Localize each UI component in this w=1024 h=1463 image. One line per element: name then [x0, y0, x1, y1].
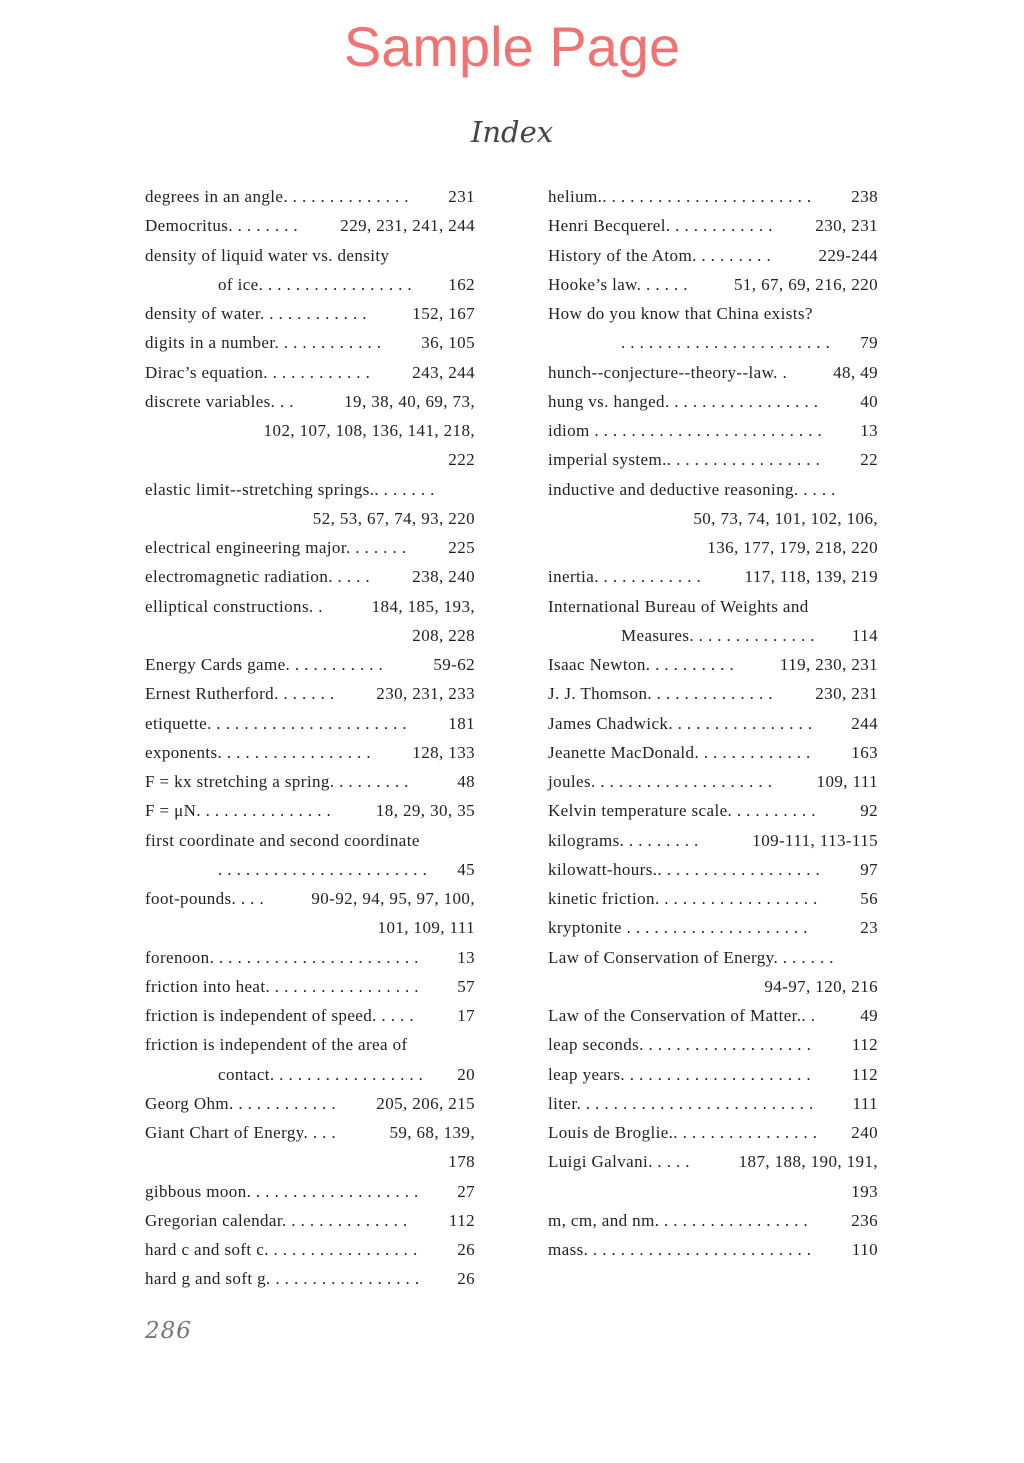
- index-pages: 240: [851, 1123, 878, 1142]
- index-term: Dirac’s equation. . . . . . . . . . . .: [145, 362, 371, 382]
- index-pages: 162: [448, 274, 475, 294]
- index-line: density of liquid water vs. density: [145, 245, 390, 265]
- index-term: helium.. . . . . . . . . . . . . . . . . . . . . . .: [548, 187, 812, 206]
- index-term: kryptonite . . . . . . . . . . . . . . . . . . . .: [548, 918, 808, 938]
- index-line: [548, 709, 878, 738]
- index-term: friction is independent of speed. . . . .: [145, 1006, 414, 1025]
- index-line: International Bureau of Weights and: [548, 596, 809, 616]
- index-term: Law of the Conservation of Matter.. .: [548, 1006, 816, 1025]
- index-pages: 109, 111: [816, 772, 878, 791]
- index-line: [548, 1089, 878, 1118]
- index-pages: 110: [851, 1240, 878, 1259]
- index-pages: 19, 38, 40, 69, 73,: [344, 391, 475, 411]
- index-line: [145, 943, 475, 972]
- index-line: [548, 913, 878, 942]
- index-pages: 181: [448, 713, 475, 733]
- index-line: [145, 358, 475, 387]
- index-pages: 20: [457, 1064, 475, 1084]
- index-line: [548, 1235, 878, 1264]
- page-number: 286: [145, 1318, 192, 1344]
- index-column-right: [548, 182, 878, 1264]
- index-term: F = kx stretching a spring. . . . . . . . .: [145, 772, 409, 791]
- index-line: [548, 650, 878, 679]
- index-column-left: [145, 182, 475, 1294]
- index-line: [548, 562, 878, 591]
- index-line: [548, 416, 878, 445]
- index-term: gibbous moon. . . . . . . . . . . . . . . . . . .: [145, 1181, 419, 1201]
- index-pages: 205, 206, 215: [376, 1093, 475, 1113]
- index-pages: 244: [851, 713, 878, 733]
- index-term: . . . . . . . . . . . . . . . . . . . . . . .: [621, 333, 831, 353]
- index-term: leap seconds. . . . . . . . . . . . . . . . . . .: [548, 1035, 812, 1055]
- index-line: [145, 1264, 475, 1293]
- index-pages: 90-92, 94, 95, 97, 100,: [311, 889, 475, 908]
- index-term: kilowatt-hours.. . . . . . . . . . . . . . . . . .: [548, 859, 821, 879]
- index-pages: 22: [860, 450, 878, 470]
- index-line: [548, 1030, 878, 1059]
- index-pages: 114: [851, 625, 878, 645]
- index-line: first coordinate and second coordinate: [145, 830, 420, 850]
- index-line: [145, 1060, 475, 1089]
- index-line: [145, 767, 475, 796]
- index-term: Energy Cards game. . . . . . . . . . .: [145, 655, 384, 674]
- index-term: J. J. Thomson. . . . . . . . . . . . . .: [548, 684, 773, 704]
- index-term: Isaac Newton. . . . . . . . . .: [548, 655, 735, 674]
- index-term: Democritus. . . . . . . .: [145, 216, 299, 236]
- index-pages: 109-111, 113-115: [752, 830, 878, 850]
- index-term: Ernest Rutherford. . . . . . .: [145, 684, 335, 704]
- index-line: [548, 826, 878, 855]
- index-line: 102, 107, 108, 136, 141, 218,: [263, 421, 475, 440]
- index-line: [548, 855, 878, 884]
- index-pages: 225: [448, 538, 475, 557]
- index-term: friction into heat. . . . . . . . . . . . . . . . .: [145, 976, 419, 996]
- index-line: [145, 1118, 475, 1147]
- index-term: idiom . . . . . . . . . . . . . . . . . . . . . . . . .: [548, 421, 823, 440]
- index-pages: 243, 244: [412, 362, 475, 382]
- index-pages: 229, 231, 241, 244: [340, 216, 475, 236]
- index-line: inductive and deductive reasoning. . . . .: [548, 479, 836, 499]
- index-line: [145, 270, 475, 299]
- index-line: [548, 1118, 878, 1147]
- index-term: Kelvin temperature scale. . . . . . . . . .: [548, 801, 816, 821]
- index-line: [145, 562, 475, 591]
- index-term: Measures. . . . . . . . . . . . . .: [621, 625, 815, 645]
- index-pages: 184, 185, 193,: [371, 596, 475, 616]
- index-line: elastic limit--stretching springs.. . . . . . .: [145, 479, 435, 499]
- sample-page-watermark: Sample Page: [343, 15, 681, 78]
- index-term: etiquette. . . . . . . . . . . . . . . . . . . . . .: [145, 713, 408, 733]
- index-line: [145, 679, 475, 708]
- index-term: James Chadwick. . . . . . . . . . . . . . . .: [548, 713, 813, 733]
- index-line: [548, 1147, 878, 1176]
- index-line: [548, 445, 878, 474]
- index-line: 193: [851, 1181, 878, 1201]
- index-term: discrete variables. . .: [145, 391, 294, 411]
- index-line: [548, 387, 878, 416]
- index-pages: 49: [860, 1006, 878, 1025]
- index-line: [145, 211, 475, 240]
- index-pages: 23: [860, 918, 878, 938]
- index-line: 52, 53, 67, 74, 93, 220: [312, 508, 475, 528]
- index-pages: 40: [860, 391, 878, 411]
- index-pages: 238: [851, 187, 878, 206]
- index-pages: 56: [860, 889, 878, 908]
- index-pages: 79: [860, 333, 878, 353]
- index-line: [145, 1089, 475, 1118]
- index-term: hunch--conjecture--theory--law. .: [548, 362, 788, 382]
- index-line: 101, 109, 111: [377, 918, 475, 938]
- index-term: m, cm, and nm. . . . . . . . . . . . . . . . .: [548, 1210, 809, 1230]
- index-pages: 26: [457, 1240, 475, 1259]
- index-term: electrical engineering major. . . . . . .: [145, 538, 407, 557]
- index-term: Jeanette MacDonald. . . . . . . . . . . . .: [548, 742, 811, 762]
- index-term: Giant Chart of Energy. . . .: [145, 1123, 337, 1142]
- index-term: digits in a number. . . . . . . . . . . .: [145, 333, 382, 353]
- index-term: F = μN. . . . . . . . . . . . . . .: [145, 801, 332, 821]
- index-pages: 112: [851, 1064, 878, 1084]
- index-term: History of the Atom. . . . . . . . .: [548, 245, 772, 265]
- index-pages: 36, 105: [421, 333, 475, 353]
- index-line: [548, 182, 878, 211]
- index-pages: 230, 231: [815, 216, 878, 236]
- index-line: [145, 855, 475, 884]
- index-line: [548, 767, 878, 796]
- index-pages: 229-244: [818, 245, 878, 265]
- index-line: friction is independent of the area of: [145, 1035, 408, 1055]
- index-line: [145, 299, 475, 328]
- index-pages: 59, 68, 139,: [389, 1123, 475, 1142]
- index-term: Georg Ohm. . . . . . . . . . . .: [145, 1093, 336, 1113]
- index-term: hard g and soft g. . . . . . . . . . . . . . . . .: [145, 1269, 420, 1289]
- index-pages: 92: [860, 801, 878, 821]
- index-term: Hooke’s law. . . . . .: [548, 274, 688, 294]
- index-line: [548, 358, 878, 387]
- index-line: 94-97, 120, 216: [764, 976, 878, 996]
- index-pages: 17: [457, 1006, 475, 1025]
- index-line: 136, 177, 179, 218, 220: [707, 538, 878, 557]
- index-pages: 152, 167: [412, 304, 475, 323]
- index-term: contact. . . . . . . . . . . . . . . . .: [218, 1064, 424, 1084]
- index-line: [548, 211, 878, 240]
- index-line: [145, 709, 475, 738]
- index-term: Luigi Galvani. . . . .: [548, 1152, 690, 1172]
- index-pages: 48, 49: [833, 362, 878, 382]
- index-term: hung vs. hanged. . . . . . . . . . . . . . . . .: [548, 391, 819, 411]
- index-pages: 187, 188, 190, 191,: [738, 1152, 878, 1172]
- index-line: [145, 796, 475, 825]
- index-pages: 236: [851, 1210, 878, 1230]
- index-pages: 48: [457, 772, 475, 791]
- index-line: [145, 387, 475, 416]
- index-term: of ice. . . . . . . . . . . . . . . . .: [218, 274, 413, 294]
- index-term: imperial system.. . . . . . . . . . . . . . . . .: [548, 450, 821, 470]
- index-term: elliptical constructions. .: [145, 596, 323, 616]
- index-pages: 163: [851, 742, 878, 762]
- index-pages: 230, 231: [815, 684, 878, 704]
- index-term: degrees in an angle. . . . . . . . . . . . . .: [145, 187, 409, 206]
- index-line: Law of Conservation of Energy. . . . . . .: [548, 947, 834, 967]
- index-term: liter. . . . . . . . . . . . . . . . . . . . . . . . . .: [548, 1093, 814, 1113]
- index-pages: 112: [448, 1210, 475, 1230]
- index-pages: 59-62: [433, 655, 475, 674]
- index-pages: 128, 133: [412, 742, 475, 762]
- index-pages: 27: [457, 1181, 475, 1201]
- index-line: [145, 884, 475, 913]
- index-line: [145, 182, 475, 211]
- index-line: [548, 621, 878, 650]
- index-pages: 57: [457, 976, 475, 996]
- index-heading: Index: [470, 115, 554, 149]
- index-line: [145, 650, 475, 679]
- index-pages: 231: [448, 187, 475, 206]
- index-pages: 112: [851, 1035, 878, 1055]
- index-pages: 26: [457, 1269, 475, 1289]
- index-line: How do you know that China exists?: [548, 304, 813, 323]
- index-term: Gregorian calendar. . . . . . . . . . . . . .: [145, 1210, 408, 1230]
- index-line: [145, 1206, 475, 1235]
- index-line: 208, 228: [412, 625, 475, 645]
- index-line: [145, 533, 475, 562]
- index-line: 50, 73, 74, 101, 102, 106,: [693, 508, 878, 528]
- index-term: joules. . . . . . . . . . . . . . . . . . . .: [548, 772, 773, 791]
- index-pages: 238, 240: [412, 567, 475, 587]
- index-line: [145, 738, 475, 767]
- index-line: [548, 1001, 878, 1030]
- index-term: density of water. . . . . . . . . . . .: [145, 304, 367, 323]
- index-line: [548, 679, 878, 708]
- index-term: kilograms. . . . . . . . .: [548, 830, 699, 850]
- index-term: foot-pounds. . . .: [145, 889, 265, 908]
- index-line: [145, 1177, 475, 1206]
- index-line: [548, 270, 878, 299]
- index-line: [145, 328, 475, 357]
- index-pages: 51, 67, 69, 216, 220: [734, 274, 878, 294]
- index-pages: 13: [457, 947, 475, 967]
- index-term: hard c and soft c. . . . . . . . . . . . . . . . .: [145, 1240, 418, 1259]
- index-pages: 117, 118, 139, 219: [744, 567, 878, 587]
- index-line: [548, 1206, 878, 1235]
- index-pages: 45: [457, 859, 475, 879]
- index-term: . . . . . . . . . . . . . . . . . . . . . . .: [218, 859, 428, 879]
- index-term: Henri Becquerel. . . . . . . . . . . .: [548, 216, 773, 236]
- index-line: [548, 328, 878, 357]
- index-line: 178: [448, 1152, 475, 1172]
- index-line: [548, 796, 878, 825]
- index-term: leap years. . . . . . . . . . . . . . . . . . . . .: [548, 1064, 812, 1084]
- index-line: [145, 1235, 475, 1264]
- index-line: [548, 884, 878, 913]
- index-line: [145, 972, 475, 1001]
- index-term: kinetic friction. . . . . . . . . . . . . . . . . .: [548, 889, 818, 908]
- index-term: mass. . . . . . . . . . . . . . . . . . . . . . . . .: [548, 1240, 812, 1259]
- index-term: exponents. . . . . . . . . . . . . . . . .: [145, 742, 371, 762]
- index-line: [548, 738, 878, 767]
- index-line: [548, 1060, 878, 1089]
- index-pages: 18, 29, 30, 35: [375, 801, 475, 821]
- index-pages: 97: [860, 859, 878, 879]
- index-pages: 111: [852, 1093, 878, 1113]
- index-line: 222: [448, 450, 475, 470]
- index-line: [145, 592, 475, 621]
- index-pages: 230, 231, 233: [376, 684, 475, 704]
- index-line: [145, 1001, 475, 1030]
- index-term: inertia. . . . . . . . . . . .: [548, 567, 702, 587]
- index-line: [548, 241, 878, 270]
- index-pages: 13: [860, 421, 878, 440]
- index-term: electromagnetic radiation. . . . .: [145, 567, 371, 587]
- index-term: Louis de Broglie.. . . . . . . . . . . . . . . .: [548, 1123, 818, 1142]
- index-term: forenoon. . . . . . . . . . . . . . . . . . . . . . .: [145, 947, 419, 967]
- index-pages: 119, 230, 231: [779, 655, 878, 674]
